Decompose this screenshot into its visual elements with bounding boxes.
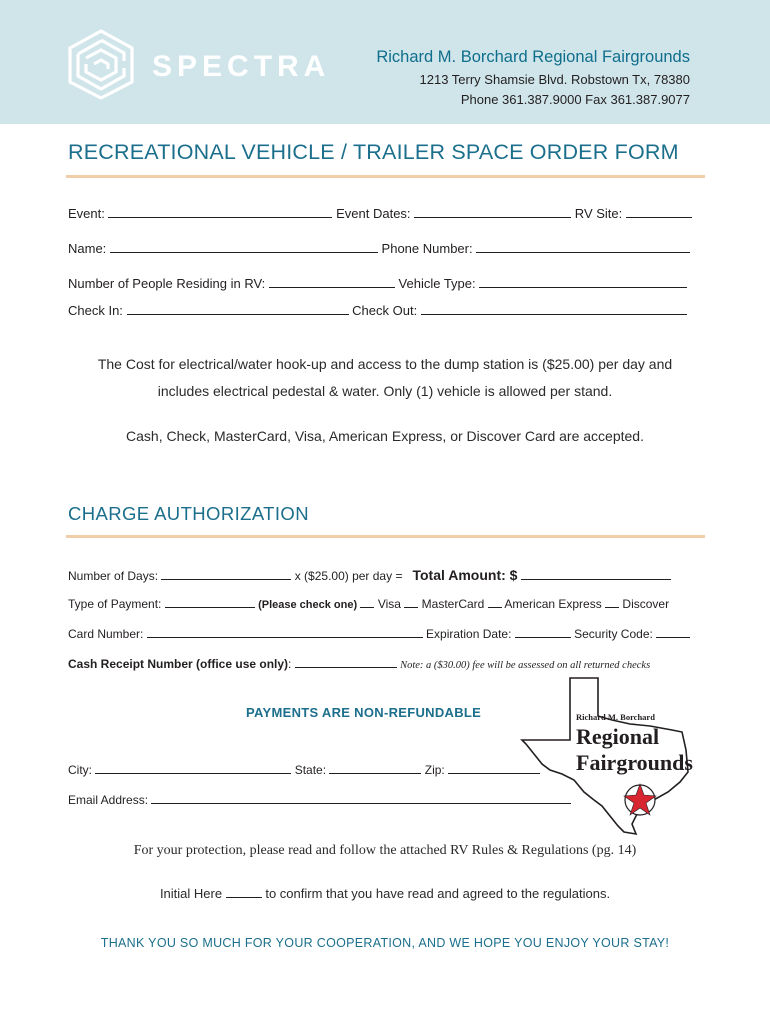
people-label: Number of People Residing in RV: [68,276,266,291]
payment-type-label: Type of Payment: [68,597,162,611]
amex-checkbox[interactable] [488,596,502,608]
city-field[interactable] [95,762,291,774]
event-label: Event: [68,206,105,221]
cash-receipt-row: Cash Receipt Number (office use only): Note: a ($30.00) fee will be assessed on all returned checks [68,657,651,671]
charge-authorization-title: CHARGE AUTHORIZATION [68,503,309,524]
cash-receipt-field[interactable] [295,656,397,668]
state-field[interactable] [329,762,421,774]
email-row [68,792,571,807]
total-label: Total Amount: $ [412,567,518,583]
cost-text-line1: The Cost for electrical/water hook-up and access to the dump station is ($25.00) per day and [97,356,673,372]
expiration-label: Expiration Date: [426,627,512,641]
texas-logo-line1: Richard M. Borchard [576,712,655,722]
check-one-text: (Please check one) [258,599,358,611]
check-in-label: Check In: [68,303,123,318]
check-in-field[interactable] [127,303,349,315]
card-number-field[interactable] [147,626,423,638]
security-code-field[interactable] [656,626,690,638]
check-out-label: Check Out: [352,303,418,318]
phone-field[interactable] [476,241,690,253]
days-label: Number of Days: [68,569,159,583]
security-code-label: Security Code: [574,627,653,641]
event-dates-label: Event Dates: [336,206,411,221]
thank-you-message: THANK YOU SO MUCH FOR YOUR COOPERATION, AND WE HOPE YOU ENJOY YOUR STAY! [100,936,670,950]
vehicle-type-label: Vehicle Type: [398,276,476,291]
protection-text: For your protection, please read and follow the attached RV Rules & Regulations (pg. 14) [133,843,637,858]
people-field[interactable] [269,276,395,288]
email-field[interactable] [151,792,571,804]
address-row [68,762,540,777]
title-divider [66,175,705,178]
mastercard-checkbox[interactable] [404,596,418,608]
rate-text: x ($25.00) per day = [294,569,403,583]
page-header [0,0,770,124]
discover-checkbox[interactable] [605,596,619,608]
email-label: Email Address: [68,793,149,807]
check-out-field[interactable] [421,303,687,315]
returned-fee-note: Note: a ($30.00) fee will be assessed on all returned checks [400,660,651,671]
initial-suffix: to confirm that you have read and agreed to the regulations. [265,886,611,901]
event-row [68,206,692,221]
initial-row [0,886,770,901]
event-dates-field[interactable] [414,206,571,218]
texas-logo-line2: Regional [576,724,660,749]
zip-label: Zip: [424,763,445,777]
vehicle-type-field[interactable] [479,276,687,288]
payment-type-row [68,596,669,611]
form-title: RECREATIONAL VEHICLE / TRAILER SPACE ORDER FORM [68,140,679,164]
expiration-field[interactable] [515,626,571,638]
venue-address: 1213 Terry Shamsie Blvd. Robstown Tx, 78380 [419,72,690,87]
texas-logo-line3: Fairgrounds [576,750,693,775]
name-field[interactable] [110,241,378,253]
non-refundable-notice: PAYMENTS ARE NON-REFUNDABLE [246,705,482,720]
state-label: State: [294,763,327,777]
total-field[interactable] [521,568,671,580]
city-label: City: [68,763,92,777]
initial-field[interactable] [226,886,262,898]
amex-option: American Express [504,597,602,611]
payment-methods-text: Cash, Check, MasterCard, Visa, American Express, or Discover Card are accepted. [126,428,644,444]
check-row [68,303,687,318]
initial-prefix: Initial Here [159,886,223,901]
name-label: Name: [68,241,107,256]
spectra-hexagon-logo-icon [66,28,136,100]
brand-wordmark: SPECTRA [152,50,331,83]
visa-option: Visa [377,597,401,611]
rv-site-field[interactable] [626,206,692,218]
cost-text-line2: includes electrical pedestal & water. Only (1) vehicle is allowed per stand. [157,383,613,399]
venue-phone-fax: Phone 361.387.9000 Fax 361.387.9077 [460,92,690,107]
charge-divider [66,535,705,538]
people-row [68,276,687,291]
days-row [68,567,671,583]
name-row [68,241,690,256]
mastercard-option: MasterCard [421,597,485,611]
fairgrounds-texas-logo [520,676,700,836]
days-field[interactable] [161,568,291,580]
phone-label: Phone Number: [381,241,473,256]
visa-checkbox[interactable] [360,596,374,608]
card-number-label: Card Number: [68,627,144,641]
payment-type-field[interactable] [165,596,255,608]
rv-site-label: RV Site: [574,206,623,221]
card-row [68,626,690,641]
event-field[interactable] [108,206,332,218]
cash-receipt-label: Cash Receipt Number (office use only) [68,657,289,671]
venue-name: Richard M. Borchard Regional Fairgrounds [376,48,690,66]
discover-option: Discover [622,597,670,611]
